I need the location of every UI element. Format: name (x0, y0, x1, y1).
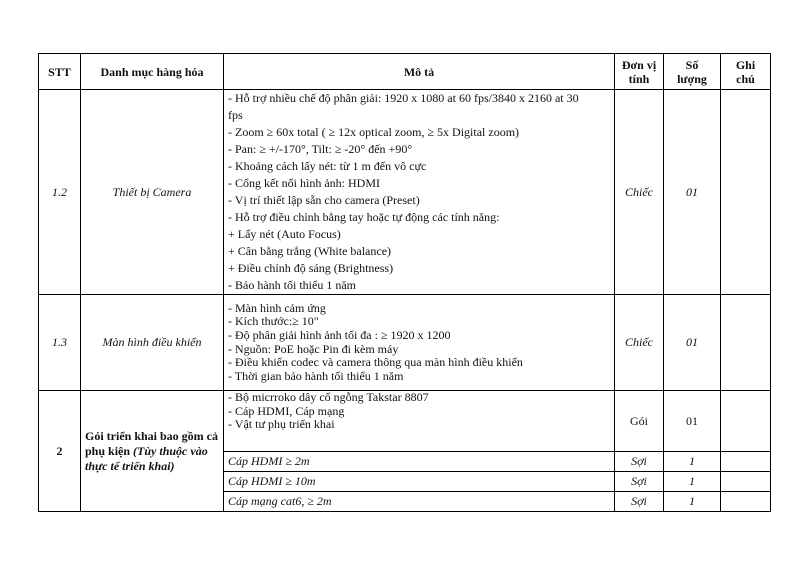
header-qty-line2: lượng (677, 71, 707, 86)
sub-row-qty: 1 (664, 452, 721, 472)
table-row (39, 391, 771, 452)
row-stt: 1.3 (39, 295, 81, 391)
desc-line: - Bảo hành tối thiểu 1 năm (228, 278, 356, 292)
desc-line: fps (228, 108, 243, 122)
desc-line: - Vị trí thiết lập sẵn cho camera (Preset) (228, 193, 420, 207)
goods-table (38, 53, 771, 512)
row-description (224, 295, 615, 391)
header-qty-line1: Số (685, 57, 699, 72)
desc-line: - Hỗ trợ nhiều chế độ phân giải: 1920 x 1080 at 60 fps/3840 x 2160 at 30 (228, 91, 579, 105)
desc-line: - Cổng kết nối hình ảnh: HDMI (228, 176, 380, 190)
header-unit-line2: tính (628, 71, 650, 86)
desc-line: - Nguồn: PoE hoặc Pin đi kèm máy (228, 341, 399, 356)
header-description: Mô tả (224, 54, 615, 90)
row-unit: Chiếc (615, 90, 664, 295)
row-description (224, 90, 615, 295)
desc-line: - Khoảng cách lấy nét: từ 1 m đến vô cực (228, 159, 427, 173)
header-note (721, 54, 771, 90)
desc-line: + Cân bằng trắng (White balance) (228, 244, 392, 258)
row-category (81, 391, 224, 512)
sub-row-unit: Sợi (615, 492, 664, 512)
sub-row-qty: 1 (664, 472, 721, 492)
row-note (721, 295, 771, 391)
desc-line: - Vật tư phụ triển khai (228, 417, 335, 432)
header-category: Danh mục hàng hóa (81, 54, 224, 90)
desc-line: - Độ phân giải hình ảnh tối đa : ≥ 1920 x 1200 (228, 327, 451, 342)
header-unit (615, 54, 664, 90)
row-category: Màn hình điều khiển (81, 295, 224, 391)
header-row (39, 54, 771, 90)
sub-row-desc: Cáp HDMI ≥ 2m (224, 452, 615, 472)
desc-line: + Điều chỉnh độ sáng (Brightness) (228, 261, 394, 275)
sub-row-note (721, 492, 771, 512)
sub-row-unit: Sợi (615, 452, 664, 472)
row-stt: 1.2 (39, 90, 81, 295)
category-main: Gói triển khai bao gồm cả phụ kiện (85, 428, 219, 458)
row-qty: 01 (664, 295, 721, 391)
row-category: Thiết bị Camera (81, 90, 224, 295)
desc-line: + Lấy nét (Auto Focus) (228, 227, 341, 241)
desc-line: - Pan: ≥ +/-170°, Tilt: ≥ -20° đến +90° (228, 142, 413, 156)
desc-line: - Hỗ trợ điều chỉnh bằng tay hoặc tự động các tính năng: (228, 210, 500, 224)
sub-row-note (721, 472, 771, 492)
row-qty: 01 (664, 90, 721, 295)
row-description (224, 391, 615, 452)
row-note (721, 90, 771, 295)
header-unit-line1: Đơn vị (621, 57, 657, 72)
row-stt: 2 (39, 391, 81, 512)
desc-line: - Điều khiển codec và camera thông qua màn hình điều khiển (228, 355, 523, 370)
table-row (39, 295, 771, 391)
row-unit: Gói (615, 391, 664, 452)
header-qty (664, 54, 721, 90)
desc-line: - Bộ micrroko dây cổ ngỗng Takstar 8807 (228, 390, 429, 404)
category-italic: (Tùy thuộc vào thực tế triển khai) (85, 443, 208, 473)
header-note-line1: Ghi (735, 57, 756, 72)
header-note-line2: chú (736, 71, 755, 86)
header-stt: STT (39, 54, 81, 90)
sub-row-desc: Cáp mạng cat6, ≥ 2m (224, 492, 615, 512)
sub-row-qty: 1 (664, 492, 721, 512)
desc-line: - Màn hình cảm ứng (228, 300, 326, 315)
row-note (721, 391, 771, 452)
desc-line: - Zoom ≥ 60x total ( ≥ 12x optical zoom, ≥ 5x Digital zoom) (228, 125, 520, 139)
desc-line: - Kích thước:≥ 10" (228, 314, 319, 329)
row-unit: Chiếc (615, 295, 664, 391)
row-qty: 01 (664, 391, 721, 452)
desc-line: - Thời gian bảo hành tối thiểu 1 năm (228, 368, 404, 383)
sub-row-desc: Cáp HDMI ≥ 10m (224, 472, 615, 492)
table-row (39, 90, 771, 295)
sub-row-note (721, 452, 771, 472)
desc-line: - Cáp HDMI, Cáp mạng (228, 403, 345, 418)
sub-row-unit: Sợi (615, 472, 664, 492)
